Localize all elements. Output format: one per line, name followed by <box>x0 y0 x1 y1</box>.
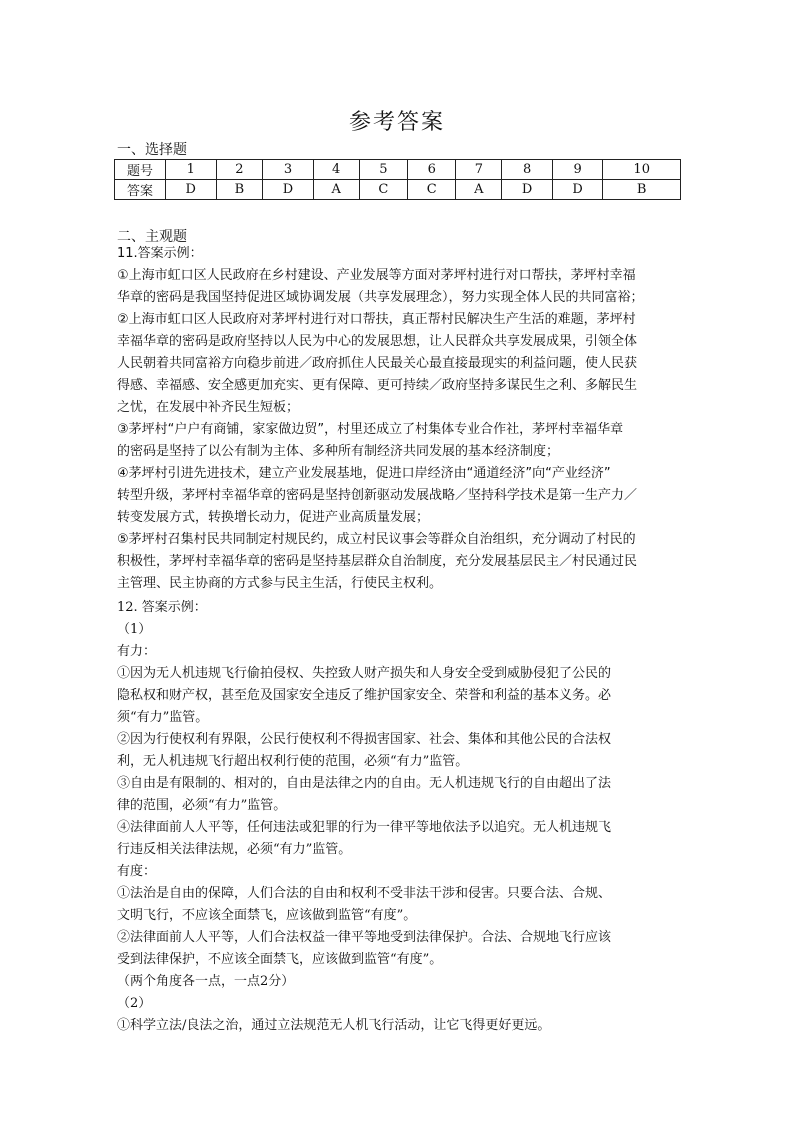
section-heading-subjective: 二、主观题 <box>117 229 187 245</box>
text-line: 得感、幸福感、安全感更加充实、更有保障、更可持续／政府坚持多谋民生之利、多解民生 <box>117 378 638 393</box>
table-cell: 9 <box>552 160 603 180</box>
text-line: 有力： <box>117 644 157 659</box>
text-line: 积极性，茅坪村幸福华章的密码是坚持基层群众自治制度，充分发展基层民主／村民通过民 <box>117 554 638 569</box>
text-line: 有度： <box>117 864 157 879</box>
question-12-answer <box>117 597 687 1037</box>
text-line: ②因为行使权利有界限，公民行使权利不得损害国家、社会、集体和其他公民的合法权 <box>117 732 612 747</box>
table-row-answers <box>115 180 681 200</box>
text-line: 12. 答案示例： <box>117 600 207 615</box>
table-cell: 10 <box>603 160 681 180</box>
table-cell: 4 <box>313 160 359 180</box>
text-line: ①上海市虹口区人民政府在乡村建设、产业发展等方面对茅坪村进行对口帮扶，茅坪村幸福 <box>117 268 636 283</box>
text-line: ③茅坪村“户户有商铺，家家做边贸”，村里还成立了村集体专业合作社，茅坪村幸福华章 <box>117 422 624 437</box>
text-line: （两个角度各一点，一点2分） <box>117 974 295 989</box>
text-line: 行违反相关法律法规，必须“有力”监管。 <box>117 842 352 857</box>
answer-table <box>114 159 681 200</box>
text-line: 人民朝着共同富裕方向稳步前进／政府抓住人民最关心最直接最现实的利益问题，使人民获 <box>117 356 638 371</box>
text-line: 幸福华章的密码是政府坚持以人民为中心的发展思想，让人民群众共享发展成果，引领全体 <box>117 334 638 349</box>
table-cell: B <box>603 180 681 200</box>
text-line: 11.答案示例： <box>117 246 203 261</box>
table-cell: 1 <box>166 160 217 180</box>
text-line: ⑤茅坪村召集村民共同制定村规民约，成立村民议事会等群众自治组织，充分调动了村民的 <box>117 532 636 547</box>
table-cell: A <box>456 180 502 200</box>
text-line: 主管理、民主协商的方式参与民主生活，行使民主权利。 <box>117 576 443 591</box>
row-header-number: 题号 <box>115 160 166 180</box>
table-cell: 5 <box>359 160 407 180</box>
table-cell: D <box>502 180 553 200</box>
text-line: 须“有力”监管。 <box>117 710 209 725</box>
text-line: ④法律面前人人平等，任何违法或犯罪的行为一律平等地依法予以追究。无人机违规飞 <box>117 820 612 835</box>
text-line: ①因为无人机违规飞行偷拍侵权、失控致人财产损失和人身安全受到威胁侵犯了公民的 <box>117 666 612 681</box>
row-header-answer: 答案 <box>115 180 166 200</box>
text-line: 隐私权和财产权，甚至危及国家安全违反了维护国家安全、荣誉和利益的基本义务。必 <box>117 688 612 703</box>
text-line: 文明飞行，不应该全面禁飞，应该做到监管“有度”。 <box>117 908 417 923</box>
text-line: 律的范围，必须“有力”监管。 <box>117 798 287 813</box>
table-cell: 3 <box>263 160 314 180</box>
text-line: ②上海市虹口区人民政府对茅坪村进行对口帮扶，真正帮村民解决生产生活的难题，茅坪村 <box>117 312 636 327</box>
text-line: 华章的密码是我国坚持促进区域协调发展（共享发展理念），努力实现全体人民的共同富裕； <box>117 290 644 305</box>
text-line: 利，无人机违规飞行超出权利行使的范围，必须“有力”监管。 <box>117 754 469 769</box>
page-title: 参考答案 <box>348 110 445 135</box>
table-cell: 7 <box>456 160 502 180</box>
table-cell: 2 <box>216 160 263 180</box>
table-cell: 6 <box>408 160 456 180</box>
text-line: 转型升级，茅坪村幸福华章的密码是坚持创新驱动发展战略／坚持科学技术是第一生产力／ <box>117 488 638 503</box>
text-line: 受到法律保护，不应该全面禁飞，应该做到监管“有度”。 <box>117 952 443 967</box>
table-cell: D <box>263 180 314 200</box>
table-cell: C <box>408 180 456 200</box>
text-line: ②法律面前人人平等，人们合法权益一律平等地受到法律保护。合法、合规地飞行应该 <box>117 930 612 945</box>
table-cell: C <box>359 180 407 200</box>
text-line: （1） <box>117 622 152 637</box>
table-cell: D <box>552 180 603 200</box>
text-line: 的密码是坚持了以公有制为主体、多种所有制经济共同发展的基本经济制度； <box>117 444 560 459</box>
table-cell: 8 <box>502 160 553 180</box>
text-line: ①科学立法/良法之治，通过立法规范无人机飞行活动，让它飞得更好更远。 <box>117 1018 551 1033</box>
question-11-answer <box>117 243 687 595</box>
text-line: （2） <box>117 996 152 1011</box>
text-line: ④茅坪村引进先进技术，建立产业发展基地，促进口岸经济由“通道经济”向“产业经济” <box>117 466 611 481</box>
table-row-numbers <box>115 160 681 180</box>
table-cell: D <box>166 180 217 200</box>
table-cell: B <box>216 180 263 200</box>
text-line: ①法治是自由的保障，人们合法的自由和权利不受非法干涉和侵害。只要合法、合规、 <box>117 886 612 901</box>
section-heading-choice: 一、选择题 <box>117 142 187 158</box>
text-line: ③自由是有限制的、相对的，自由是法律之内的自由。无人机违规飞行的自由超出了法 <box>117 776 612 791</box>
text-line: 转变发展方式，转换增长动力，促进产业高质量发展； <box>117 510 430 525</box>
text-line: 之忧，在发展中补齐民生短板； <box>117 400 300 415</box>
table-cell: A <box>313 180 359 200</box>
